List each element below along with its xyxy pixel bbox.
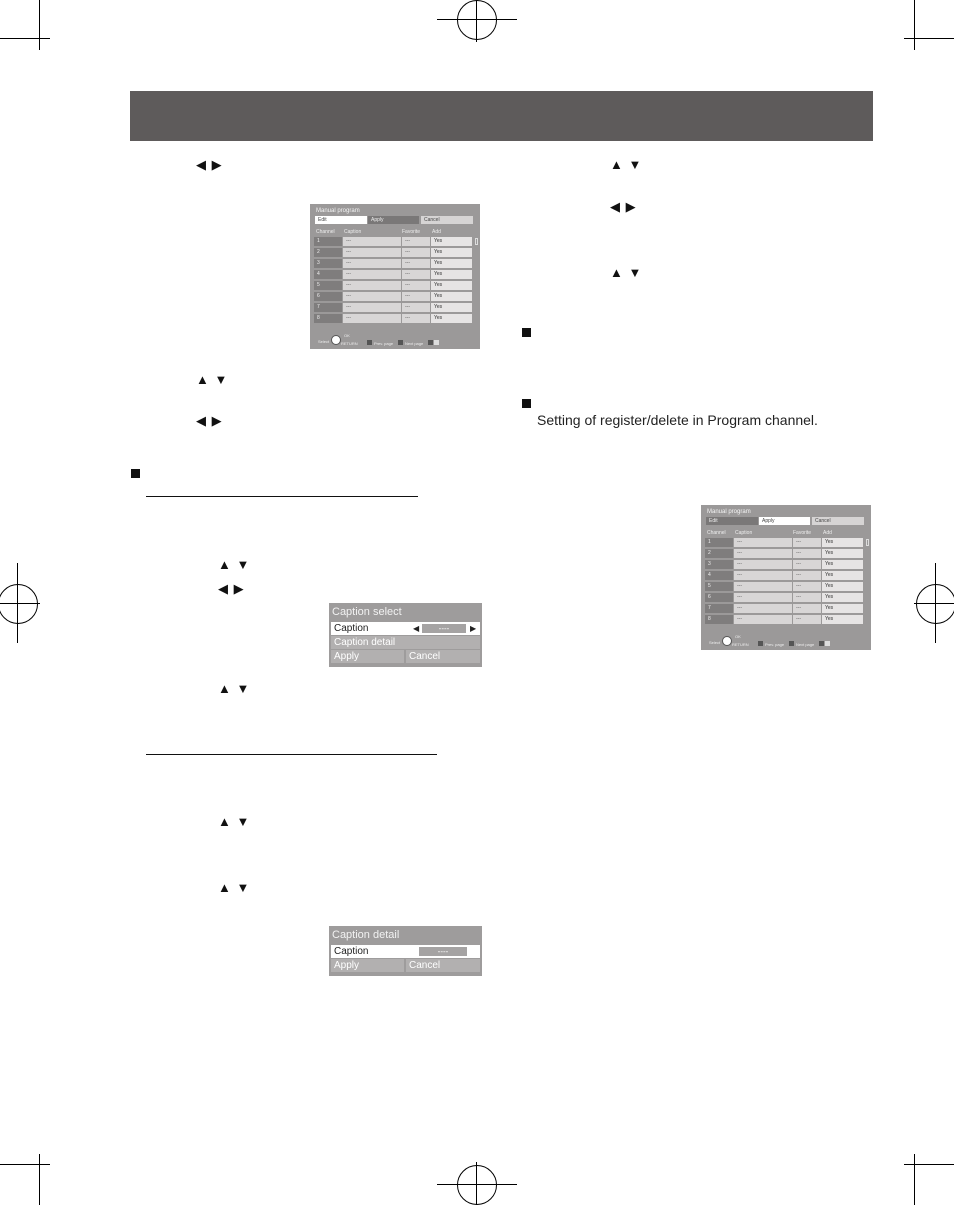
up-down-arrow-icon: ▲ ▼ [196, 372, 229, 387]
up-down-arrow-icon: ▲ ▼ [610, 265, 643, 280]
channel-caption: --- [734, 549, 792, 558]
footer-ok-label: OK [344, 333, 350, 338]
channel-caption: --- [734, 615, 792, 624]
setting-description: Setting of register/delete in Program channel. [537, 412, 818, 428]
next-page-key-icon [789, 641, 794, 646]
left-right-arrow-icon: ◀ ▶ [196, 413, 223, 428]
subsection-rule [146, 754, 437, 755]
channel-number: 4 [314, 270, 342, 279]
channel-caption: --- [343, 314, 401, 323]
channel-favorite: --- [402, 259, 430, 268]
key-icon [819, 641, 824, 646]
channel-favorite: --- [793, 549, 821, 558]
screen-title: Manual program [316, 208, 360, 214]
channel-number: 5 [705, 582, 733, 591]
edit-button[interactable]: Edit [706, 517, 758, 525]
footer-ok-label: OK [735, 634, 741, 639]
table-row[interactable] [705, 593, 863, 602]
left-right-arrow-icon: ◀ ▶ [218, 581, 245, 596]
channel-add: Yes [822, 593, 863, 602]
table-row[interactable] [314, 292, 472, 301]
table-row[interactable] [314, 237, 472, 246]
column-caption: Caption [344, 229, 362, 235]
prev-page-key-icon [367, 340, 372, 345]
next-page-key-icon [398, 340, 403, 345]
table-row[interactable] [705, 615, 863, 624]
cancel-button[interactable]: Cancel [812, 517, 864, 525]
prev-page-key-icon [758, 641, 763, 646]
table-row[interactable] [705, 538, 863, 547]
caption-value: ---- [419, 947, 467, 956]
channel-caption: --- [734, 571, 792, 580]
table-row[interactable] [705, 560, 863, 569]
caption-value: ---- [422, 624, 466, 633]
channel-favorite: --- [402, 248, 430, 257]
channel-caption: --- [734, 593, 792, 602]
channel-number: 2 [705, 549, 733, 558]
channel-number: 8 [705, 615, 733, 624]
footer-next-page: Next page [405, 341, 424, 346]
left-arrow-icon[interactable]: ◀ [413, 624, 420, 633]
channel-add: Yes [431, 303, 472, 312]
channel-caption: --- [343, 270, 401, 279]
channel-number: 4 [705, 571, 733, 580]
channel-favorite: --- [402, 303, 430, 312]
caption-option-row[interactable] [331, 622, 480, 635]
channel-favorite: --- [402, 314, 430, 323]
screen-title: Manual program [707, 509, 751, 515]
manual-program-screen-apply [701, 505, 871, 650]
channel-caption: --- [343, 292, 401, 301]
channel-add: Yes [822, 571, 863, 580]
footer-select-label: Select [709, 640, 721, 645]
table-row[interactable] [314, 270, 472, 279]
channel-number: 3 [314, 259, 342, 268]
column-favorite: Favorite [793, 530, 812, 536]
channel-add: Yes [431, 248, 472, 257]
channel-add: Yes [431, 281, 472, 290]
channel-caption: --- [343, 303, 401, 312]
left-right-arrow-icon: ◀ ▶ [610, 199, 637, 214]
channel-number: 7 [314, 303, 342, 312]
channel-caption: --- [734, 538, 792, 547]
up-down-arrow-icon: ▲ ▼ [218, 557, 251, 572]
footer-select-label: Select [318, 339, 330, 344]
select-dial-icon [722, 636, 732, 646]
scrollbar[interactable] [475, 238, 478, 245]
channel-number: 7 [705, 604, 733, 613]
cancel-button[interactable]: Cancel [406, 650, 480, 663]
edit-button[interactable]: Edit [315, 216, 367, 224]
up-down-arrow-icon: ▲ ▼ [218, 681, 251, 696]
channel-caption: --- [734, 582, 792, 591]
channel-number: 1 [705, 538, 733, 547]
channel-number: 3 [705, 560, 733, 569]
key-icon [434, 340, 439, 345]
channel-add: Yes [822, 604, 863, 613]
up-down-arrow-icon: ▲ ▼ [218, 814, 251, 829]
footer-return-label: RETURN [341, 341, 358, 346]
dialog-title: Caption detail [332, 929, 400, 941]
channel-number: 5 [314, 281, 342, 290]
apply-button[interactable]: Apply [759, 517, 810, 525]
channel-favorite: --- [402, 270, 430, 279]
key-icon [825, 641, 830, 646]
channel-favorite: --- [402, 292, 430, 301]
channel-add: Yes [431, 292, 472, 301]
channel-favorite: --- [793, 593, 821, 602]
cancel-button[interactable]: Cancel [406, 959, 480, 972]
table-row[interactable] [314, 303, 472, 312]
dialog-title: Caption select [332, 606, 402, 618]
channel-add: Yes [431, 314, 472, 323]
section-header-bar [130, 91, 873, 141]
channel-favorite: --- [793, 571, 821, 580]
left-right-arrow-icon: ◀ ▶ [196, 157, 223, 172]
up-down-arrow-icon: ▲ ▼ [218, 880, 251, 895]
channel-caption: --- [343, 248, 401, 257]
channel-number: 8 [314, 314, 342, 323]
section-bullet-icon [522, 399, 531, 408]
table-row[interactable] [705, 604, 863, 613]
column-favorite: Favorite [402, 229, 421, 235]
column-add: Add [823, 530, 832, 536]
channel-favorite: --- [402, 281, 430, 290]
channel-caption: --- [734, 560, 792, 569]
table-row[interactable] [705, 582, 863, 591]
right-arrow-icon[interactable]: ▶ [470, 624, 477, 633]
footer-prev-page: Prev. page [765, 642, 785, 647]
caption-select-dialog [329, 603, 482, 667]
channel-caption: --- [343, 281, 401, 290]
table-row[interactable] [314, 259, 472, 268]
footer-prev-page: Prev. page [374, 341, 394, 346]
table-row[interactable] [705, 571, 863, 580]
table-row[interactable] [314, 314, 472, 323]
column-caption: Caption [735, 530, 753, 536]
channel-add: Yes [431, 259, 472, 268]
channel-favorite: --- [793, 560, 821, 569]
table-row[interactable] [314, 248, 472, 257]
column-add: Add [432, 229, 441, 235]
footer-next-page: Next page [796, 642, 815, 647]
channel-favorite: --- [793, 615, 821, 624]
channel-add: Yes [431, 270, 472, 279]
channel-favorite: --- [402, 237, 430, 246]
apply-button[interactable]: Apply [331, 650, 404, 663]
channel-add: Yes [822, 560, 863, 569]
channel-add: Yes [822, 582, 863, 591]
cancel-button[interactable]: Cancel [421, 216, 473, 224]
table-row[interactable] [314, 281, 472, 290]
channel-favorite: --- [793, 582, 821, 591]
channel-add: Yes [431, 237, 472, 246]
caption-label: Caption [334, 946, 369, 957]
channel-caption: --- [734, 604, 792, 613]
section-bullet-icon [131, 469, 140, 478]
caption-detail-dialog [329, 926, 482, 976]
apply-button[interactable]: Apply [368, 216, 419, 224]
column-channel: Channel [316, 229, 335, 235]
caption-option-row[interactable] [331, 945, 480, 958]
channel-favorite: --- [793, 538, 821, 547]
channel-add: Yes [822, 538, 863, 547]
channel-favorite: --- [793, 604, 821, 613]
column-channel: Channel [707, 530, 726, 536]
subsection-rule [146, 496, 418, 497]
caption-label: Caption [334, 623, 369, 634]
channel-number: 1 [314, 237, 342, 246]
channel-add: Yes [822, 549, 863, 558]
channel-number: 6 [314, 292, 342, 301]
channel-caption: --- [343, 237, 401, 246]
channel-caption: --- [343, 259, 401, 268]
channel-number: 2 [314, 248, 342, 257]
footer-return-label: RETURN [732, 642, 749, 647]
scrollbar[interactable] [866, 539, 869, 546]
select-dial-icon [331, 335, 341, 345]
key-icon [428, 340, 433, 345]
section-bullet-icon [522, 328, 531, 337]
manual-program-screen-edit [310, 204, 480, 349]
up-down-arrow-icon: ▲ ▼ [610, 157, 643, 172]
channel-number: 6 [705, 593, 733, 602]
apply-button[interactable]: Apply [331, 959, 404, 972]
table-row[interactable] [705, 549, 863, 558]
channel-add: Yes [822, 615, 863, 624]
caption-detail-button[interactable]: Caption detail [331, 636, 480, 649]
